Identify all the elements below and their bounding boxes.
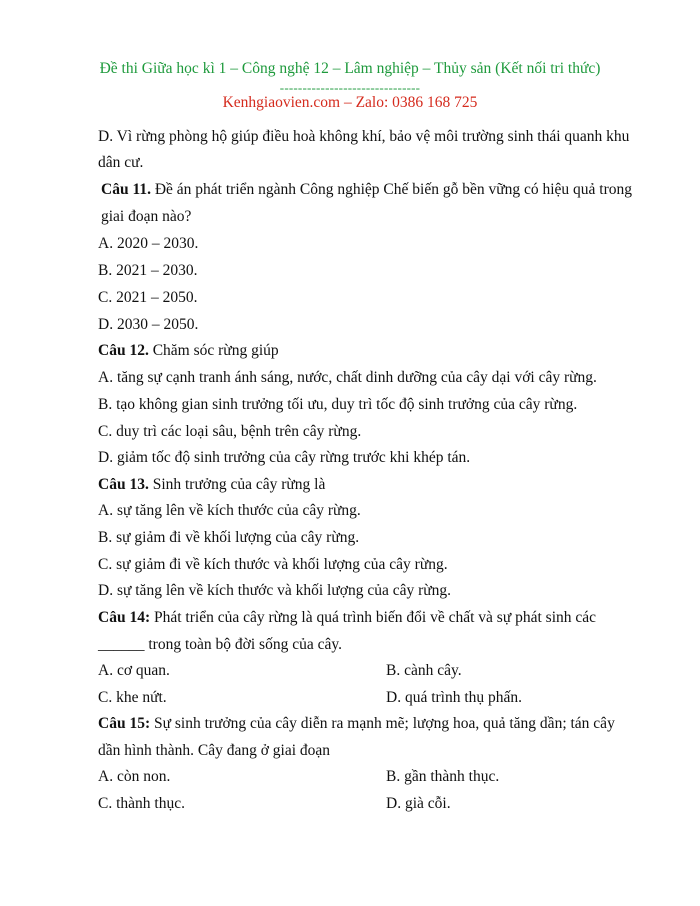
q12-option-a: A. tăng sự cạnh tranh ánh sáng, nước, chất dinh dưỡng của cây dại với cây rừng. xyxy=(98,369,597,386)
question-14-text-line1: Phát triển của cây rừng là quá trình biến đổi về chất và sự phát sinh các xyxy=(150,609,597,626)
prev-option-d-line1: D. Vì rừng phòng hộ giúp điều hoà không khí, bảo vệ môi trường sinh thái quanh khu xyxy=(98,128,630,145)
q12-option-d: D. giảm tốc độ sinh trưởng của cây rừng trước khi khép tán. xyxy=(98,449,471,466)
q11-option-b: B. 2021 – 2030. xyxy=(98,262,198,279)
q14-option-c: C. khe nứt. xyxy=(98,689,167,706)
q13-option-b: B. sự giảm đi về khối lượng của cây rừng. xyxy=(98,529,360,546)
q11-option-a: A. 2020 – 2030. xyxy=(98,235,199,252)
q14-option-b: B. cành cây. xyxy=(386,662,462,679)
question-11 xyxy=(101,181,632,199)
q11-option-c: C. 2021 – 2050. xyxy=(98,289,198,306)
question-13 xyxy=(98,476,325,494)
q15-option-d: D. già cỗi. xyxy=(386,795,451,812)
q15-option-a: A. còn non. xyxy=(98,768,171,785)
question-12-text: Chăm sóc rừng giúp xyxy=(148,342,279,359)
q12-option-c: C. duy trì các loại sâu, bệnh trên cây rừng. xyxy=(98,423,362,440)
q14-option-d: D. quá trình thụ phấn. xyxy=(386,689,523,706)
header-title: Đề thi Giữa học kì 1 – Công nghệ 12 – Lâm nghiệp – Thủy sản (Kết nối tri thức) xyxy=(99,60,601,77)
q15-option-b: B. gần thành thục. xyxy=(386,768,500,785)
question-13-text: Sinh trưởng của cây rừng là xyxy=(148,476,326,493)
q12-option-b: B. tạo không gian sinh trưởng tối ưu, duy trì tốc độ sinh trưởng của cây rừng. xyxy=(98,396,578,413)
header-contact: Kenhgiaovien.com – Zalo: 0386 168 725 xyxy=(222,94,478,111)
question-14 xyxy=(98,609,596,627)
q13-option-c: C. sự giảm đi về kích thước và khối lượng của cây rừng. xyxy=(98,556,448,573)
q13-option-d: D. sự tăng lên về kích thước và khối lượng của cây rừng. xyxy=(98,582,452,599)
question-14-label: Câu 14: xyxy=(98,609,151,626)
question-12 xyxy=(98,342,279,360)
q15-option-c: C. thành thục. xyxy=(98,795,185,812)
q14-option-a: A. cơ quan. xyxy=(98,662,170,679)
q13-option-a: A. sự tăng lên về kích thước của cây rừng. xyxy=(98,502,361,519)
header-divider: ------------------------------- xyxy=(279,80,421,95)
question-15-text-line2: dần hình thành. Cây đang ở giai đoạn xyxy=(98,742,331,759)
prev-option-d-line2: dân cư. xyxy=(98,154,144,171)
q11-option-d: D. 2030 – 2050. xyxy=(98,316,199,333)
question-12-label: Câu 12. xyxy=(98,342,149,359)
question-11-label: Câu 11. xyxy=(101,181,151,198)
question-15 xyxy=(98,715,615,733)
question-11-text-line2: giai đoạn nào? xyxy=(101,208,192,225)
question-15-text-line1: Sự sinh trưởng của cây diễn ra mạnh mẽ; lượng hoa, quả tăng dần; tán cây xyxy=(150,715,615,732)
question-11-text-line1: Đề án phát triển ngành Công nghiệp Chế biến gỗ bền vững có hiệu quả trong xyxy=(150,181,633,198)
question-13-label: Câu 13. xyxy=(98,476,149,493)
question-14-text-line2: ______ trong toàn bộ đời sống của cây. xyxy=(98,636,342,653)
question-15-label: Câu 15: xyxy=(98,715,151,732)
